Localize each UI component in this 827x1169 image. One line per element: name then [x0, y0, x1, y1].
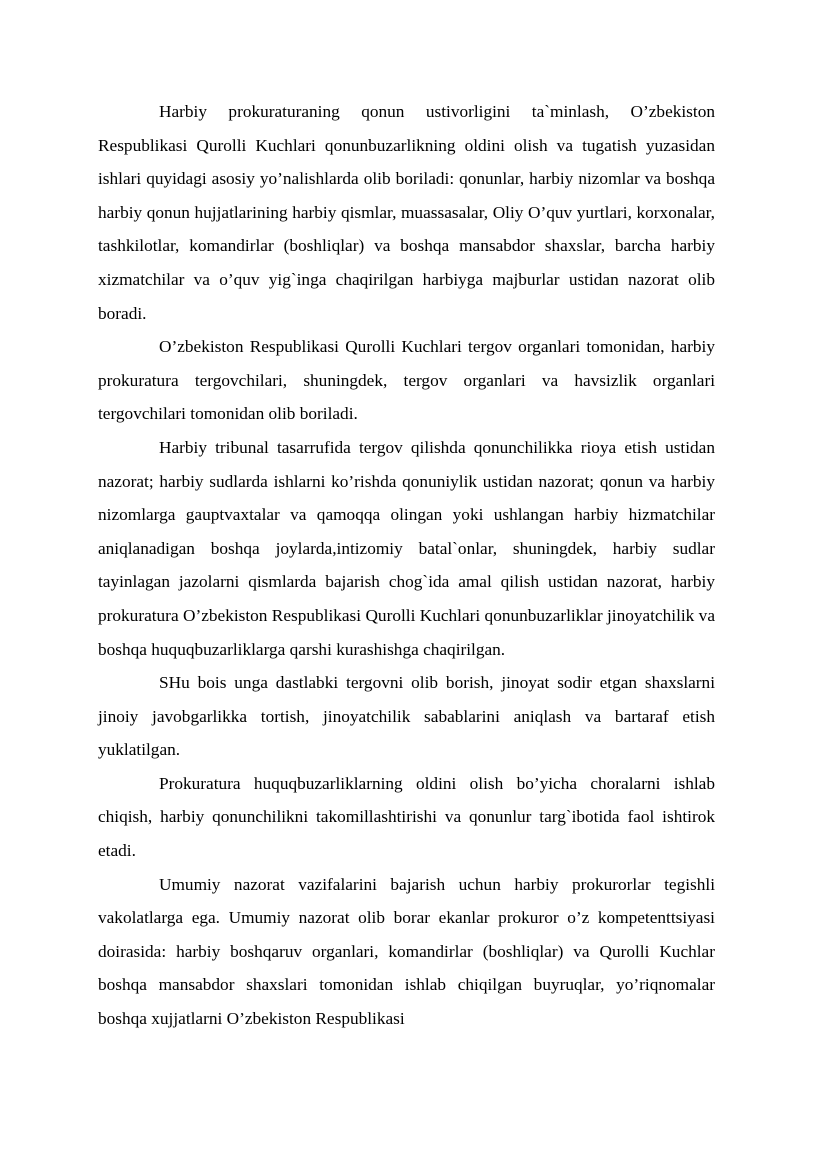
paragraph-6: Umumiy nazorat vazifalarini bajarish uchun harbiy prokurorlar tegishli vakolatlarga ega. Umumiy nazorat olib borar ekanlar prokuror o’z kompetenttsiyasi doirasida: harbiy boshqaruv organlari, komandirlar (boshliqlar) va Qurolli Kuchlar boshqa mansabdor shaxslari tomonidan ishlab chiqilgan buyruqlar, yo’riqnomalar boshqa xujjatlarni O’zbekiston Respublikasi	[98, 874, 715, 1029]
paragraph-5: Prokuratura huquqbuzarliklarning oldini olish bo’yicha choralarni ishlab chiqish, harbiy qonunchilikni takomillashtirishi va qonunlur targ`ibotida faol ishtirok etadi.	[98, 773, 715, 861]
paragraph-2: O’zbekiston Respublikasi Qurolli Kuchlari tergov organlari tomonidan, harbiy prokuratura tergovchilari, shuningdek, tergov organlari va havsizlik organlari tergovchilari tomonidan olib boriladi.	[98, 337, 715, 424]
paragraph-4: SHu bois unga dastlabki tergovni olib borish, jinoyat sodir etgan shaxslarni jinoiy javobgarlikka tortish, jinoyatchilik sabablarini aniqlash va bartaraf etish yuklatilgan.	[98, 673, 715, 760]
paragraph-1: Harbiy prokuraturaning qonun ustivorligini ta`minlash, O’zbekiston Respublikasi Qurolli Kuchlari qonunbuzarlikning oldini olish va tugatish yuzasidan ishlari quyidagi asosiy yo’nalishlarda olib boriladi: qonunlar, harbiy nizomlar va boshqa harbiy qonun hujjatlarining harbiy qismlar, muassasalar, Oliy O’quv yurtlari, korxonalar, tashkilotlar, komandirlar (boshliqlar) va boshqa mansabdor shaxslar, barcha harbiy xizmatchilar va o’quv yig`inga chaqirilgan harbiyga majburlar ustidan nazorat olib boradi.	[98, 102, 715, 323]
paragraph-3: Harbiy tribunal tasarrufida tergov qilishda qonunchilikka rioya etish ustidan nazorat; harbiy sudlarda ishlarni ko’rishda qonuniylik ustidan nazorat; qonun va harbiy nizomlarga gauptvaxtalar va qamoqqa olingan yoki ushlangan harbiy hizmatchilar aniqlanadigan boshqa joylarda,intizomiy batal`onlar, shuningdek, harbiy sudlar tayinlagan jazolarni qismlarda bajarish chog`ida amal qilish ustidan nazorat, harbiy prokuratura O’zbekiston Respublikasi Qurolli Kuchlari qonunbuzarliklar jinoyatchilik va boshqa huquqbuzarliklarga qarshi kurashishga chaqirilgan.	[98, 437, 715, 659]
body-text	[98, 95, 715, 1036]
